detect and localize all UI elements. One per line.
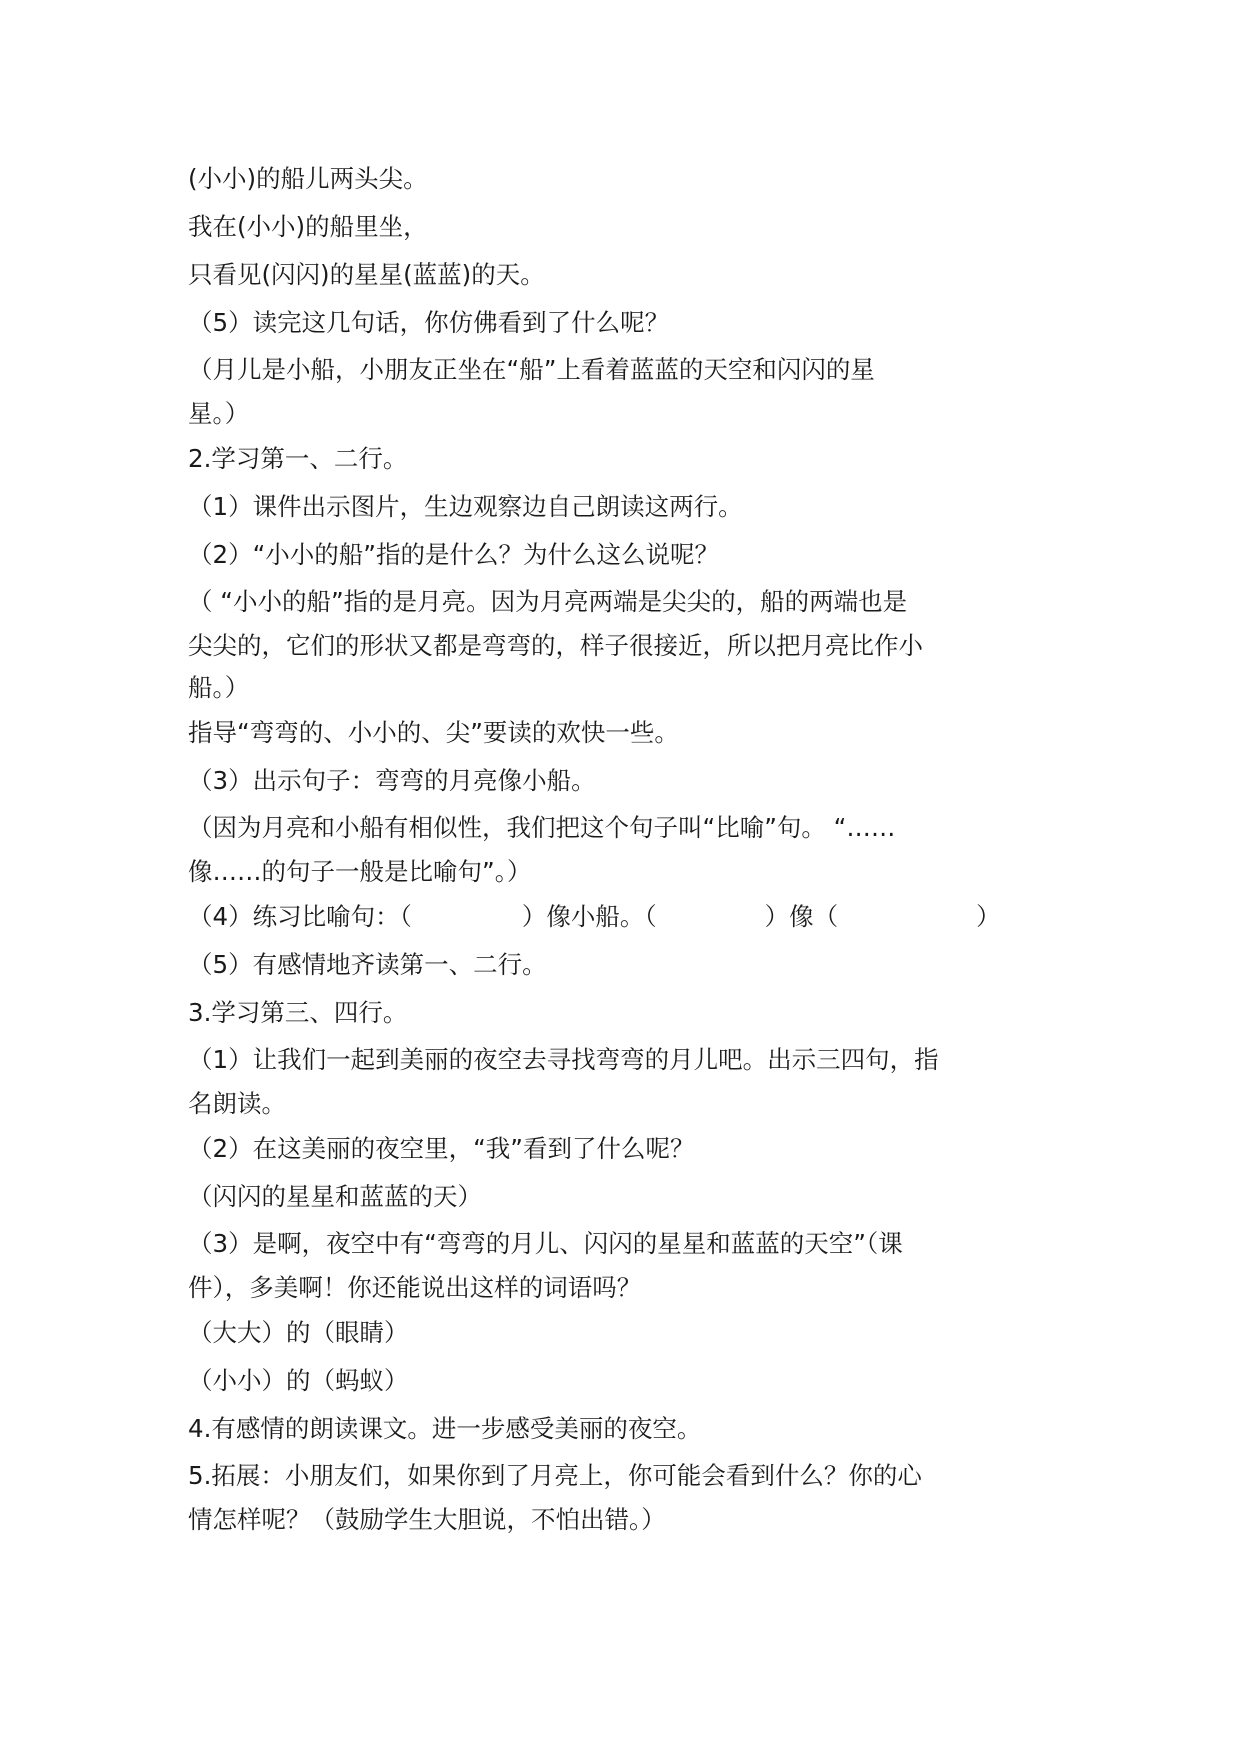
text-line: 5.拓展：小朋友们，如果你到了月亮上，你可能会看到什么？你的心 xyxy=(188,1461,922,1490)
text-line: (小小)的船儿两头尖。 xyxy=(188,164,428,193)
text-line: （5）有感情地齐读第一、二行。 xyxy=(188,950,547,979)
text-line: （1）让我们一起到美丽的夜空去寻找弯弯的月儿吧。出示三四句，指 xyxy=(188,1045,939,1074)
text-line: （小小）的（蚂蚁） xyxy=(188,1366,409,1395)
text-line: 情怎样呢？（鼓励学生大胆说，不怕出错。） xyxy=(188,1505,666,1534)
text-line: 4.有感情的朗读课文。进一步感受美丽的夜空。 xyxy=(188,1414,702,1443)
document-page xyxy=(188,155,1088,1541)
text-line: 名朗读。 xyxy=(188,1089,286,1118)
text-line: （3）出示句子：弯弯的月亮像小船。 xyxy=(188,766,596,795)
text-line: 星。） xyxy=(188,399,250,428)
text-line: 件），多美啊！你还能说出这样的词语吗？ xyxy=(188,1273,642,1302)
text-line: 指导“弯弯的、小小的、尖”要读的欢快一些。 xyxy=(188,718,679,747)
text-line: 尖尖的，它们的形状又都是弯弯的，样子很接近，所以把月亮比作小 xyxy=(188,631,923,660)
text-line: （3）是啊，夜空中有“弯弯的月儿、闪闪的星星和蓝蓝的天空”（课 xyxy=(188,1229,903,1258)
practice-part: （4）练习比喻句：（ xyxy=(188,902,412,931)
text-line: （2）“小小的船”指的是什么？为什么这么说呢？ xyxy=(188,540,719,569)
practice-line xyxy=(188,893,1088,941)
text-line: 我在(小小)的船里坐， xyxy=(188,212,428,241)
text-line: （大大）的（眼睛） xyxy=(188,1318,409,1347)
text-line: （5）读完这几句话，你仿佛看到了什么呢？ xyxy=(188,308,670,337)
text-line: （1）课件出示图片，生边观察边自己朗读这两行。 xyxy=(188,492,743,521)
text-line: 3.学习第三、四行。 xyxy=(188,998,408,1027)
text-line: 2.学习第一、二行。 xyxy=(188,444,408,473)
text-line: （月儿是小船，小朋友正坐在“船”上看着蓝蓝的天空和闪闪的星 xyxy=(188,355,875,384)
text-line: 像……的句子一般是比喻句”。） xyxy=(188,857,532,886)
text-line: （因为月亮和小船有相似性，我们把这个句子叫“比喻”句。 “…… xyxy=(188,813,896,842)
text-line: （2）在这美丽的夜空里，“我”看到了什么呢？ xyxy=(188,1134,695,1163)
text-line: 只看见(闪闪)的星星(蓝蓝)的天。 xyxy=(188,260,545,289)
text-line: （闪闪的星星和蓝蓝的天） xyxy=(188,1182,482,1211)
text-line: 船。） xyxy=(188,673,250,702)
practice-part: ）像（ xyxy=(764,902,839,931)
text-line: （ “小小的船”指的是月亮。因为月亮两端是尖尖的，船的两端也是 xyxy=(188,587,908,616)
practice-part: ）像小船。（ xyxy=(521,902,657,931)
practice-part: ） xyxy=(976,902,1001,931)
